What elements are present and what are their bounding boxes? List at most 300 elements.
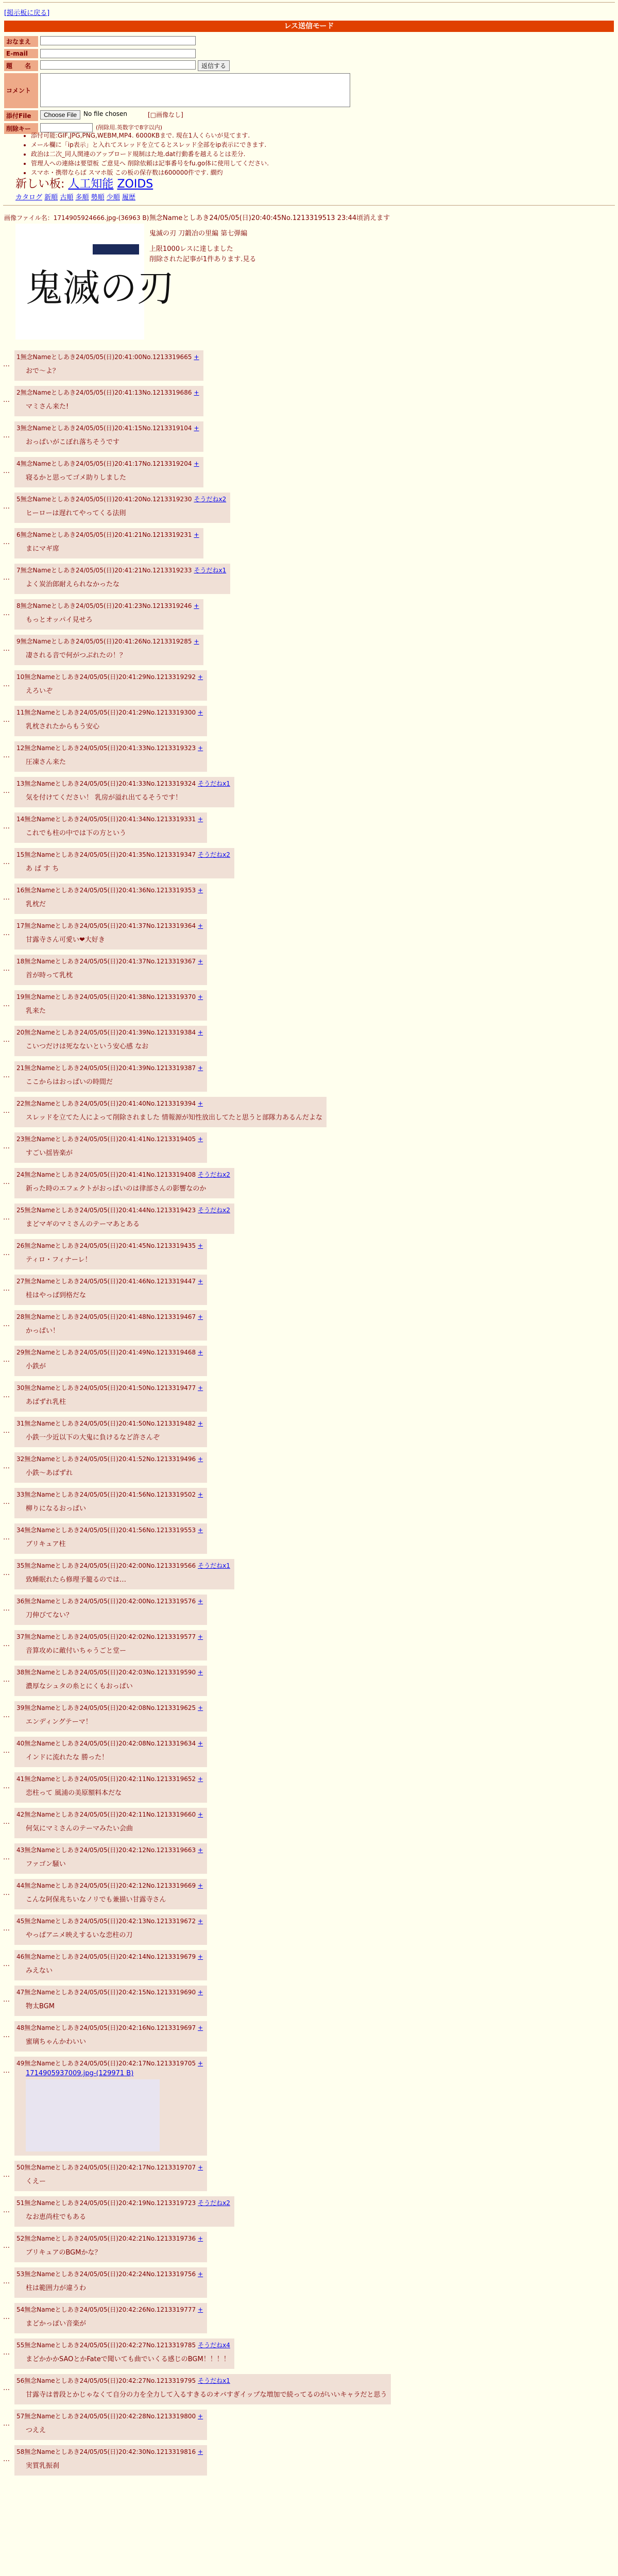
reply-marker: … xyxy=(3,1463,10,1470)
reply-number: 37 xyxy=(16,1633,25,1640)
reply-marker: … xyxy=(3,823,10,831)
reply-meta: 無念Nameとしあき24/05/05(日)20:42:03No.1213319590 xyxy=(24,1669,196,1676)
reply-number: 2 xyxy=(16,389,21,396)
reply-number: 10 xyxy=(16,673,25,681)
sodane-button[interactable]: + xyxy=(198,1349,203,1356)
reply-number: 51 xyxy=(16,2199,25,2207)
sodane-button[interactable]: そうだねx4 xyxy=(198,2342,230,2349)
reply-header xyxy=(16,1312,203,1321)
reply-number: 41 xyxy=(16,1775,25,1783)
reply-image-link[interactable]: 1714905937009.jpg-(129971 B) xyxy=(26,2070,134,2077)
reply-meta: 無念Nameとしあき24/05/05(日)20:42:17No.1213319705 xyxy=(24,2060,196,2067)
reply-header xyxy=(16,1703,203,1712)
reply-number: 1 xyxy=(16,353,21,361)
reply-number: 22 xyxy=(16,1100,25,1107)
reply-marker: … xyxy=(3,1214,10,1222)
reply-body xyxy=(14,670,207,701)
reply-meta: 無念Nameとしあき24/05/05(日)20:41:33No.1213319324 xyxy=(24,780,196,787)
no-file-text: No file chosen xyxy=(83,110,128,117)
op-thumbnail[interactable] xyxy=(15,224,175,340)
reply-header xyxy=(16,388,199,397)
reply-header xyxy=(16,1774,203,1783)
reply-number: 43 xyxy=(16,1846,25,1854)
reply-meta: 無念Nameとしあき24/05/05(日)20:41:39No.1213319384 xyxy=(24,1029,196,1036)
reply-meta: 無念Nameとしあき24/05/05(日)20:41:35No.1213319347 xyxy=(24,851,196,858)
reply-meta: 無念Nameとしあき24/05/05(日)20:42:24No.1213319756 xyxy=(24,2270,196,2278)
reply-number: 56 xyxy=(16,2377,25,2384)
back-link[interactable]: [掲示板に戻る] xyxy=(4,9,50,17)
reply-number: 29 xyxy=(16,1349,25,1356)
reply-text: まどマギのマミさんのテーマあとある xyxy=(26,1221,140,1228)
reply-post xyxy=(3,1950,615,1980)
submit-button[interactable]: 返信する xyxy=(198,60,230,71)
name-input[interactable] xyxy=(40,36,196,45)
reply-number: 25 xyxy=(16,1207,25,1214)
sodane-button[interactable]: + xyxy=(198,2413,203,2420)
sodane-button[interactable]: + xyxy=(198,1775,203,1783)
reply-post xyxy=(3,1523,615,1554)
reply-body xyxy=(14,1595,207,1625)
reply-body xyxy=(14,1701,207,1732)
reply-marker: … xyxy=(3,2207,10,2214)
reply-meta: 無念Nameとしあき24/05/05(日)20:42:12No.1213319663 xyxy=(24,1846,196,1854)
reply-marker: … xyxy=(3,1640,10,1648)
reply-text: エンディングテーマ！ xyxy=(26,1718,92,1726)
notice-item: • メール欄に「ip表示」と入れてスレッドを立てるとスレッド全部をip表示にできます. xyxy=(31,140,494,149)
reply-text: かっぱい！ xyxy=(26,1327,60,1335)
reply-body xyxy=(14,599,203,630)
reply-body xyxy=(14,1132,207,1163)
reply-meta: 無念Nameとしあき24/05/05(日)20:41:48No.1213319467 xyxy=(24,1313,196,1320)
reply-header xyxy=(16,2412,203,2420)
reply-meta: 無念Nameとしあき24/05/05(日)20:41:21No.1213319233 xyxy=(20,567,192,574)
reply-body xyxy=(14,2267,207,2298)
sodane-button[interactable]: そうだねx1 xyxy=(198,1562,230,1569)
reply-marker: … xyxy=(3,2031,10,2039)
reply-text: これでも柱の中では下の方という xyxy=(26,829,127,837)
op-header: 無念Nameとしあき24/05/05(日)20:40:45No.1213319513 23:44頃消えます xyxy=(149,214,390,222)
reply-marker: … xyxy=(3,609,10,617)
reply-body xyxy=(14,1346,207,1376)
reply-meta: 無念Nameとしあき24/05/05(日)20:42:00No.1213319576 xyxy=(24,1598,196,1605)
reply-body xyxy=(14,1559,234,1589)
reply-meta: 無念Nameとしあき24/05/05(日)20:41:26No.1213319285 xyxy=(20,638,192,645)
reply-header xyxy=(16,1739,203,1748)
reply-post xyxy=(3,1986,615,2016)
reply-post xyxy=(3,1061,615,1092)
reply-marker: … xyxy=(3,361,10,368)
reply-header xyxy=(16,1632,203,1641)
reply-body xyxy=(14,457,203,487)
reply-marker: … xyxy=(3,752,10,759)
reply-post xyxy=(3,2374,615,2404)
top-divider xyxy=(3,2,615,3)
sodane-button[interactable]: そうだねx2 xyxy=(194,496,227,503)
reply-number: 57 xyxy=(16,2413,25,2420)
sodane-button[interactable]: + xyxy=(198,709,203,716)
reply-header xyxy=(16,1845,203,1854)
reply-post xyxy=(3,706,615,736)
reply-text: 桂はやっぱ到格だな xyxy=(26,1292,87,1299)
reply-body xyxy=(14,848,234,878)
reply-post xyxy=(3,2267,615,2298)
reply-text: 柳りになるおっぱい xyxy=(26,1505,87,1513)
reply-body xyxy=(14,2374,391,2404)
sodane-button[interactable]: + xyxy=(198,1100,203,1107)
subject-label: 題 名 xyxy=(4,60,38,71)
reply-marker: … xyxy=(3,538,10,546)
reply-post xyxy=(3,955,615,985)
reply-meta: 無念Nameとしあき24/05/05(日)20:41:13No.1213319686 xyxy=(20,389,192,396)
sodane-button[interactable]: + xyxy=(194,425,199,432)
op-thumb-title: 鬼滅の刃 xyxy=(26,266,175,310)
sodane-button[interactable]: + xyxy=(198,1278,203,1285)
reply-header xyxy=(16,992,203,1001)
reply-header xyxy=(16,743,203,752)
reply-marker: … xyxy=(3,681,10,688)
reply-marker: … xyxy=(3,1427,10,1435)
nav-few[interactable]: 少順 xyxy=(106,194,120,201)
reply-marker: … xyxy=(3,1747,10,1755)
reply-marker: … xyxy=(3,574,10,582)
reply-body xyxy=(14,386,203,416)
reply-post xyxy=(3,1239,615,1269)
reply-text: おっぱいがこぼれ落ちそうです xyxy=(26,438,120,446)
reply-header xyxy=(16,352,199,361)
sodane-button[interactable]: そうだねx1 xyxy=(198,2377,230,2384)
reply-header xyxy=(16,601,199,610)
reply-text: スレッドを立てた人によって削除されました 情報源が知性放出してたと思うと部隊力あるんだよな xyxy=(26,1114,323,1122)
reply-marker: … xyxy=(3,1036,10,1044)
reply-header xyxy=(16,957,203,965)
reply-number: 30 xyxy=(16,1384,25,1392)
nav-history[interactable]: 履歴 xyxy=(122,194,135,201)
reply-text: 小鉄～あばずれ xyxy=(26,1469,73,1477)
reply-number: 44 xyxy=(16,1882,25,1889)
reply-meta: 無念Nameとしあき24/05/05(日)20:41:50No.1213319482 xyxy=(24,1420,196,1427)
reply-post xyxy=(3,670,615,701)
reply-text: もっとオッパイ見せろ xyxy=(26,616,93,624)
reply-body xyxy=(14,1772,207,1803)
reply-text: 致睡眠れたら修理予籠るのでは… xyxy=(26,1576,127,1584)
sodane-button[interactable]: そうだねx2 xyxy=(198,2199,230,2207)
reply-post xyxy=(3,884,615,914)
reply-header xyxy=(16,1170,230,1179)
reply-body xyxy=(14,493,230,523)
sodane-button[interactable]: + xyxy=(198,1846,203,1854)
sodane-button[interactable]: + xyxy=(198,1455,203,1463)
reply-meta: 無念Nameとしあき24/05/05(日)20:42:14No.1213319679 xyxy=(24,1953,196,1960)
sodane-button[interactable]: そうだねx2 xyxy=(198,1207,230,1214)
reply-post xyxy=(3,599,615,630)
sodane-button[interactable]: + xyxy=(198,1598,203,1605)
reply-meta: 無念Nameとしあき24/05/05(日)20:42:15No.1213319690 xyxy=(24,1989,196,1996)
reply-meta: 無念Nameとしあき24/05/05(日)20:41:21No.1213319231 xyxy=(20,531,192,538)
reply-post xyxy=(3,1559,615,1589)
sodane-button[interactable]: + xyxy=(198,1029,203,1036)
reply-body xyxy=(14,635,203,665)
reply-marker: … xyxy=(3,467,10,475)
sodane-button[interactable]: + xyxy=(198,993,203,1001)
reply-number: 31 xyxy=(16,1420,25,1427)
reply-post xyxy=(3,1737,615,1767)
reply-post xyxy=(3,1488,615,1518)
reply-text: すごい揺皆楽が xyxy=(26,1149,73,1157)
reply-header xyxy=(16,672,203,681)
reply-body xyxy=(14,1523,207,1554)
divider xyxy=(3,205,615,206)
reply-text: えろいぞ xyxy=(26,687,53,695)
sodane-button[interactable]: + xyxy=(198,1420,203,1427)
reply-body xyxy=(14,1239,207,1269)
sodane-button[interactable]: + xyxy=(194,602,199,609)
sodane-button[interactable]: + xyxy=(194,460,199,467)
op-post xyxy=(149,213,603,265)
reply-header xyxy=(16,1383,203,1392)
reply-header xyxy=(16,2234,203,2243)
reply-post xyxy=(3,1204,615,1234)
reply-marker: … xyxy=(3,1249,10,1257)
subject-input[interactable] xyxy=(40,60,196,70)
new-board-link[interactable]: 人工知能 xyxy=(68,178,114,191)
reply-body xyxy=(14,955,207,985)
reply-meta: 無念Nameとしあき24/05/05(日)20:42:19No.1213319723 xyxy=(24,2199,196,2207)
reply-marker: … xyxy=(3,1960,10,1968)
reply-meta: 無念Nameとしあき24/05/05(日)20:42:12No.1213319669 xyxy=(24,1882,196,1889)
reply-marker: … xyxy=(3,2313,10,2321)
reply-post xyxy=(3,457,615,487)
reply-post xyxy=(3,1310,615,1341)
reply-marker: … xyxy=(3,1676,10,1684)
comment-textarea[interactable] xyxy=(40,73,350,107)
choose-file-button[interactable]: Choose File xyxy=(40,110,80,120)
reply-text: 甘露寺さん可愛い❤大好き xyxy=(26,936,105,944)
reply-meta: 無念Nameとしあき24/05/05(日)20:41:20No.1213319230 xyxy=(20,496,192,503)
reply-header xyxy=(16,637,199,646)
reply-body xyxy=(14,1630,207,1660)
sodane-button[interactable]: + xyxy=(198,1882,203,1889)
reply-meta: 無念Nameとしあき24/05/05(日)20:41:41No.1213319408 xyxy=(24,1171,196,1178)
sodane-button[interactable]: + xyxy=(198,1704,203,1711)
sodane-button[interactable]: + xyxy=(198,2448,203,2455)
reply-post xyxy=(3,2303,615,2333)
sodane-button[interactable]: そうだねx2 xyxy=(198,851,230,858)
reply-header xyxy=(16,423,199,432)
reply-body xyxy=(14,1310,207,1341)
reply-header xyxy=(16,1348,203,1357)
reply-post xyxy=(3,1026,615,1056)
reply-text: こんな阿保兆ちいなノリでも兼描い甘露寺さん xyxy=(26,1896,166,1904)
reply-post xyxy=(3,2445,615,2476)
reply-number: 5 xyxy=(16,496,21,503)
reply-text: 小鉄一少近以下の大鬼に負けるなど許さんぞ xyxy=(26,1434,160,1442)
reply-number: 19 xyxy=(16,993,25,1001)
reply-header xyxy=(16,566,226,574)
sodane-button[interactable]: + xyxy=(198,744,203,752)
delkey-label: 削除キー xyxy=(4,123,38,134)
sodane-button[interactable]: + xyxy=(198,1491,203,1498)
reply-header xyxy=(16,815,203,823)
sodane-button[interactable]: + xyxy=(198,887,203,894)
sodane-button[interactable]: そうだねx2 xyxy=(198,1171,230,1178)
nav-many[interactable]: 多順 xyxy=(75,194,89,201)
reply-marker: … xyxy=(3,1001,10,1008)
reply-meta: 無念Nameとしあき24/05/05(日)20:41:40No.1213319394 xyxy=(24,1100,196,1107)
reply-body xyxy=(14,1808,207,1838)
reply-meta: 無念Nameとしあき24/05/05(日)20:42:28No.1213319800 xyxy=(24,2413,196,2420)
sodane-button[interactable]: + xyxy=(194,353,199,361)
sodane-button[interactable]: + xyxy=(198,2164,203,2171)
reply-marker: … xyxy=(3,1996,10,2004)
email-input[interactable] xyxy=(40,49,196,58)
zoids-link[interactable]: ZOIDS xyxy=(117,178,153,191)
sodane-button[interactable]: + xyxy=(198,2235,203,2242)
reply-post xyxy=(3,1097,615,1127)
reply-meta: 無念Nameとしあき24/05/05(日)20:41:33No.1213319323 xyxy=(24,744,196,752)
sodane-button[interactable]: + xyxy=(198,922,203,929)
sodane-button[interactable]: + xyxy=(198,1384,203,1392)
reply-number: 13 xyxy=(16,780,25,787)
reply-meta: 無念Nameとしあき24/05/05(日)20:41:49No.1213319468 xyxy=(24,1349,196,1356)
reply-body xyxy=(14,2057,207,2156)
reply-body xyxy=(14,1204,234,1234)
reply-text: 新った時のエフェクトがおっぱいのは律部さんの影響なのか xyxy=(26,1185,207,1193)
reply-post xyxy=(3,493,615,523)
sodane-button[interactable]: + xyxy=(198,2270,203,2278)
reply-body xyxy=(14,1381,207,1412)
reply-marker: … xyxy=(3,1818,10,1826)
textonly-checkbox[interactable]: [□画像なし] xyxy=(148,111,183,118)
reply-post xyxy=(3,990,615,1021)
sodane-button[interactable]: + xyxy=(198,1669,203,1676)
reply-text: インドに流れたな 勝った！ xyxy=(26,1754,109,1761)
reply-marker: … xyxy=(3,1783,10,1790)
sodane-button[interactable]: + xyxy=(198,1527,203,1534)
reply-meta: 無念Nameとしあき24/05/05(日)20:41:00No.1213319665 xyxy=(20,353,192,361)
reply-post xyxy=(3,919,615,950)
reply-meta: 無念Nameとしあき24/05/05(日)20:42:11No.1213319652 xyxy=(24,1775,196,1783)
reply-header xyxy=(16,1668,203,1676)
reply-body xyxy=(14,1914,207,1945)
notice-item: • 政治は二次_同人関連のアップロード規制はた地.dat行動番を越えるとは差分. xyxy=(31,149,494,159)
reply-meta: 無念Nameとしあき24/05/05(日)20:41:23No.1213319246 xyxy=(20,602,192,609)
reply-text: ブリキュア柱 xyxy=(26,1540,66,1548)
sodane-button[interactable]: + xyxy=(194,638,199,645)
reply-marker: … xyxy=(3,432,10,439)
reply-number: 53 xyxy=(16,2270,25,2278)
sodane-button[interactable]: + xyxy=(198,1740,203,1747)
reply-text: 小鉄が xyxy=(26,1363,46,1370)
reply-text: ブリキュアのBGMかな？ xyxy=(26,2249,101,2257)
sodane-button[interactable]: + xyxy=(198,1989,203,1996)
sodane-button[interactable]: + xyxy=(198,958,203,965)
sodane-button[interactable]: + xyxy=(198,1136,203,1143)
reply-meta: 無念Nameとしあき24/05/05(日)20:41:37No.1213319367 xyxy=(24,958,196,965)
reply-header xyxy=(16,2198,230,2207)
sodane-button[interactable]: + xyxy=(194,531,199,538)
reply-text: まどかっぽい音楽が xyxy=(26,2320,87,2328)
reply-number: 48 xyxy=(16,2024,25,2031)
reply-meta: 無念Nameとしあき24/05/05(日)20:42:00No.1213319566 xyxy=(24,1562,196,1569)
sodane-button[interactable]: + xyxy=(198,1313,203,1320)
comment-label: コメント xyxy=(4,73,38,108)
reply-text: あばずれ乳柱 xyxy=(26,1398,66,1406)
sodane-button[interactable]: + xyxy=(198,2024,203,2031)
sodane-button[interactable]: そうだねx1 xyxy=(198,780,230,787)
op-file-info[interactable]: 画像ファイル名：1714905924666.jpg-(36963 B) xyxy=(4,214,149,222)
sodane-button[interactable]: + xyxy=(198,673,203,681)
reply-body xyxy=(14,2161,207,2191)
reply-image-thumb[interactable] xyxy=(26,2079,160,2151)
reply-header xyxy=(16,1597,203,1605)
reply-text: つええ xyxy=(26,2427,46,2434)
reply-body xyxy=(14,528,203,558)
sodane-button[interactable]: + xyxy=(198,1064,203,1072)
reply-post xyxy=(3,812,615,843)
sodane-button[interactable]: + xyxy=(194,389,199,396)
reply-header xyxy=(16,779,230,788)
reply-list xyxy=(3,350,615,2481)
sodane-button[interactable]: そうだねx1 xyxy=(194,567,227,574)
reply-post xyxy=(3,2021,615,2052)
reply-text: 乳枕されたからもう安心 xyxy=(26,723,100,731)
reply-body xyxy=(14,812,207,843)
reply-body xyxy=(14,777,234,807)
reply-number: 58 xyxy=(16,2448,25,2455)
reply-number: 28 xyxy=(16,1313,25,1320)
nav-momentum[interactable]: 勢順 xyxy=(91,194,105,201)
sodane-button[interactable]: + xyxy=(198,1633,203,1640)
sodane-button[interactable]: + xyxy=(198,1918,203,1925)
reply-text: まどかかかSAOとかFateで聞いても曲でいくる感じのBGM！！！！ xyxy=(26,2355,230,2363)
reply-meta: 無念Nameとしあき24/05/05(日)20:42:08No.1213319634 xyxy=(24,1740,196,1747)
nav-old[interactable]: 古順 xyxy=(60,194,74,201)
reply-body xyxy=(14,2410,207,2440)
sodane-button[interactable]: + xyxy=(198,2060,203,2067)
nav-catalog[interactable]: カタログ xyxy=(15,194,43,201)
reply-number: 18 xyxy=(16,958,25,965)
reply-text: くえー xyxy=(26,2178,46,2185)
reply-marker: … xyxy=(3,2242,10,2250)
reply-header xyxy=(16,530,199,539)
nav-new[interactable]: 新順 xyxy=(44,194,58,201)
reply-body xyxy=(14,350,203,381)
reply-header xyxy=(16,1454,203,1463)
reply-text: よく炭治郎耐えられなかったな xyxy=(26,581,120,588)
reply-text: 乳来た xyxy=(26,1007,46,1015)
reply-meta: 無念Nameとしあき24/05/05(日)20:41:38No.1213319370 xyxy=(24,993,196,1001)
reply-body xyxy=(14,1666,207,1696)
reply-meta: 無念Nameとしあき24/05/05(日)20:41:52No.1213319496 xyxy=(24,1455,196,1463)
reply-marker: … xyxy=(3,396,10,404)
reply-header xyxy=(16,2269,203,2278)
reply-header xyxy=(16,2376,387,2385)
sodane-button[interactable]: + xyxy=(198,816,203,823)
sodane-button[interactable]: + xyxy=(198,1242,203,1249)
reply-post xyxy=(3,1417,615,1447)
sodane-button[interactable]: + xyxy=(198,2306,203,2313)
reply-header xyxy=(16,850,230,859)
reply-text: ファゴン騒い xyxy=(26,1860,66,1868)
reply-text: 甘露寺は普段とかじゃなくて自分の力を全力して入るすきるのオバすぎイップな増加で続ってるのがいいキャラだと思う xyxy=(26,2391,387,2399)
reply-post xyxy=(3,1666,615,1696)
reply-header xyxy=(16,2447,203,2456)
back-to-board[interactable] xyxy=(4,7,49,17)
reply-marker: … xyxy=(3,1107,10,1115)
sodane-button[interactable]: + xyxy=(198,1953,203,1960)
sodane-button[interactable]: + xyxy=(198,1811,203,1818)
reply-post xyxy=(3,2057,615,2156)
